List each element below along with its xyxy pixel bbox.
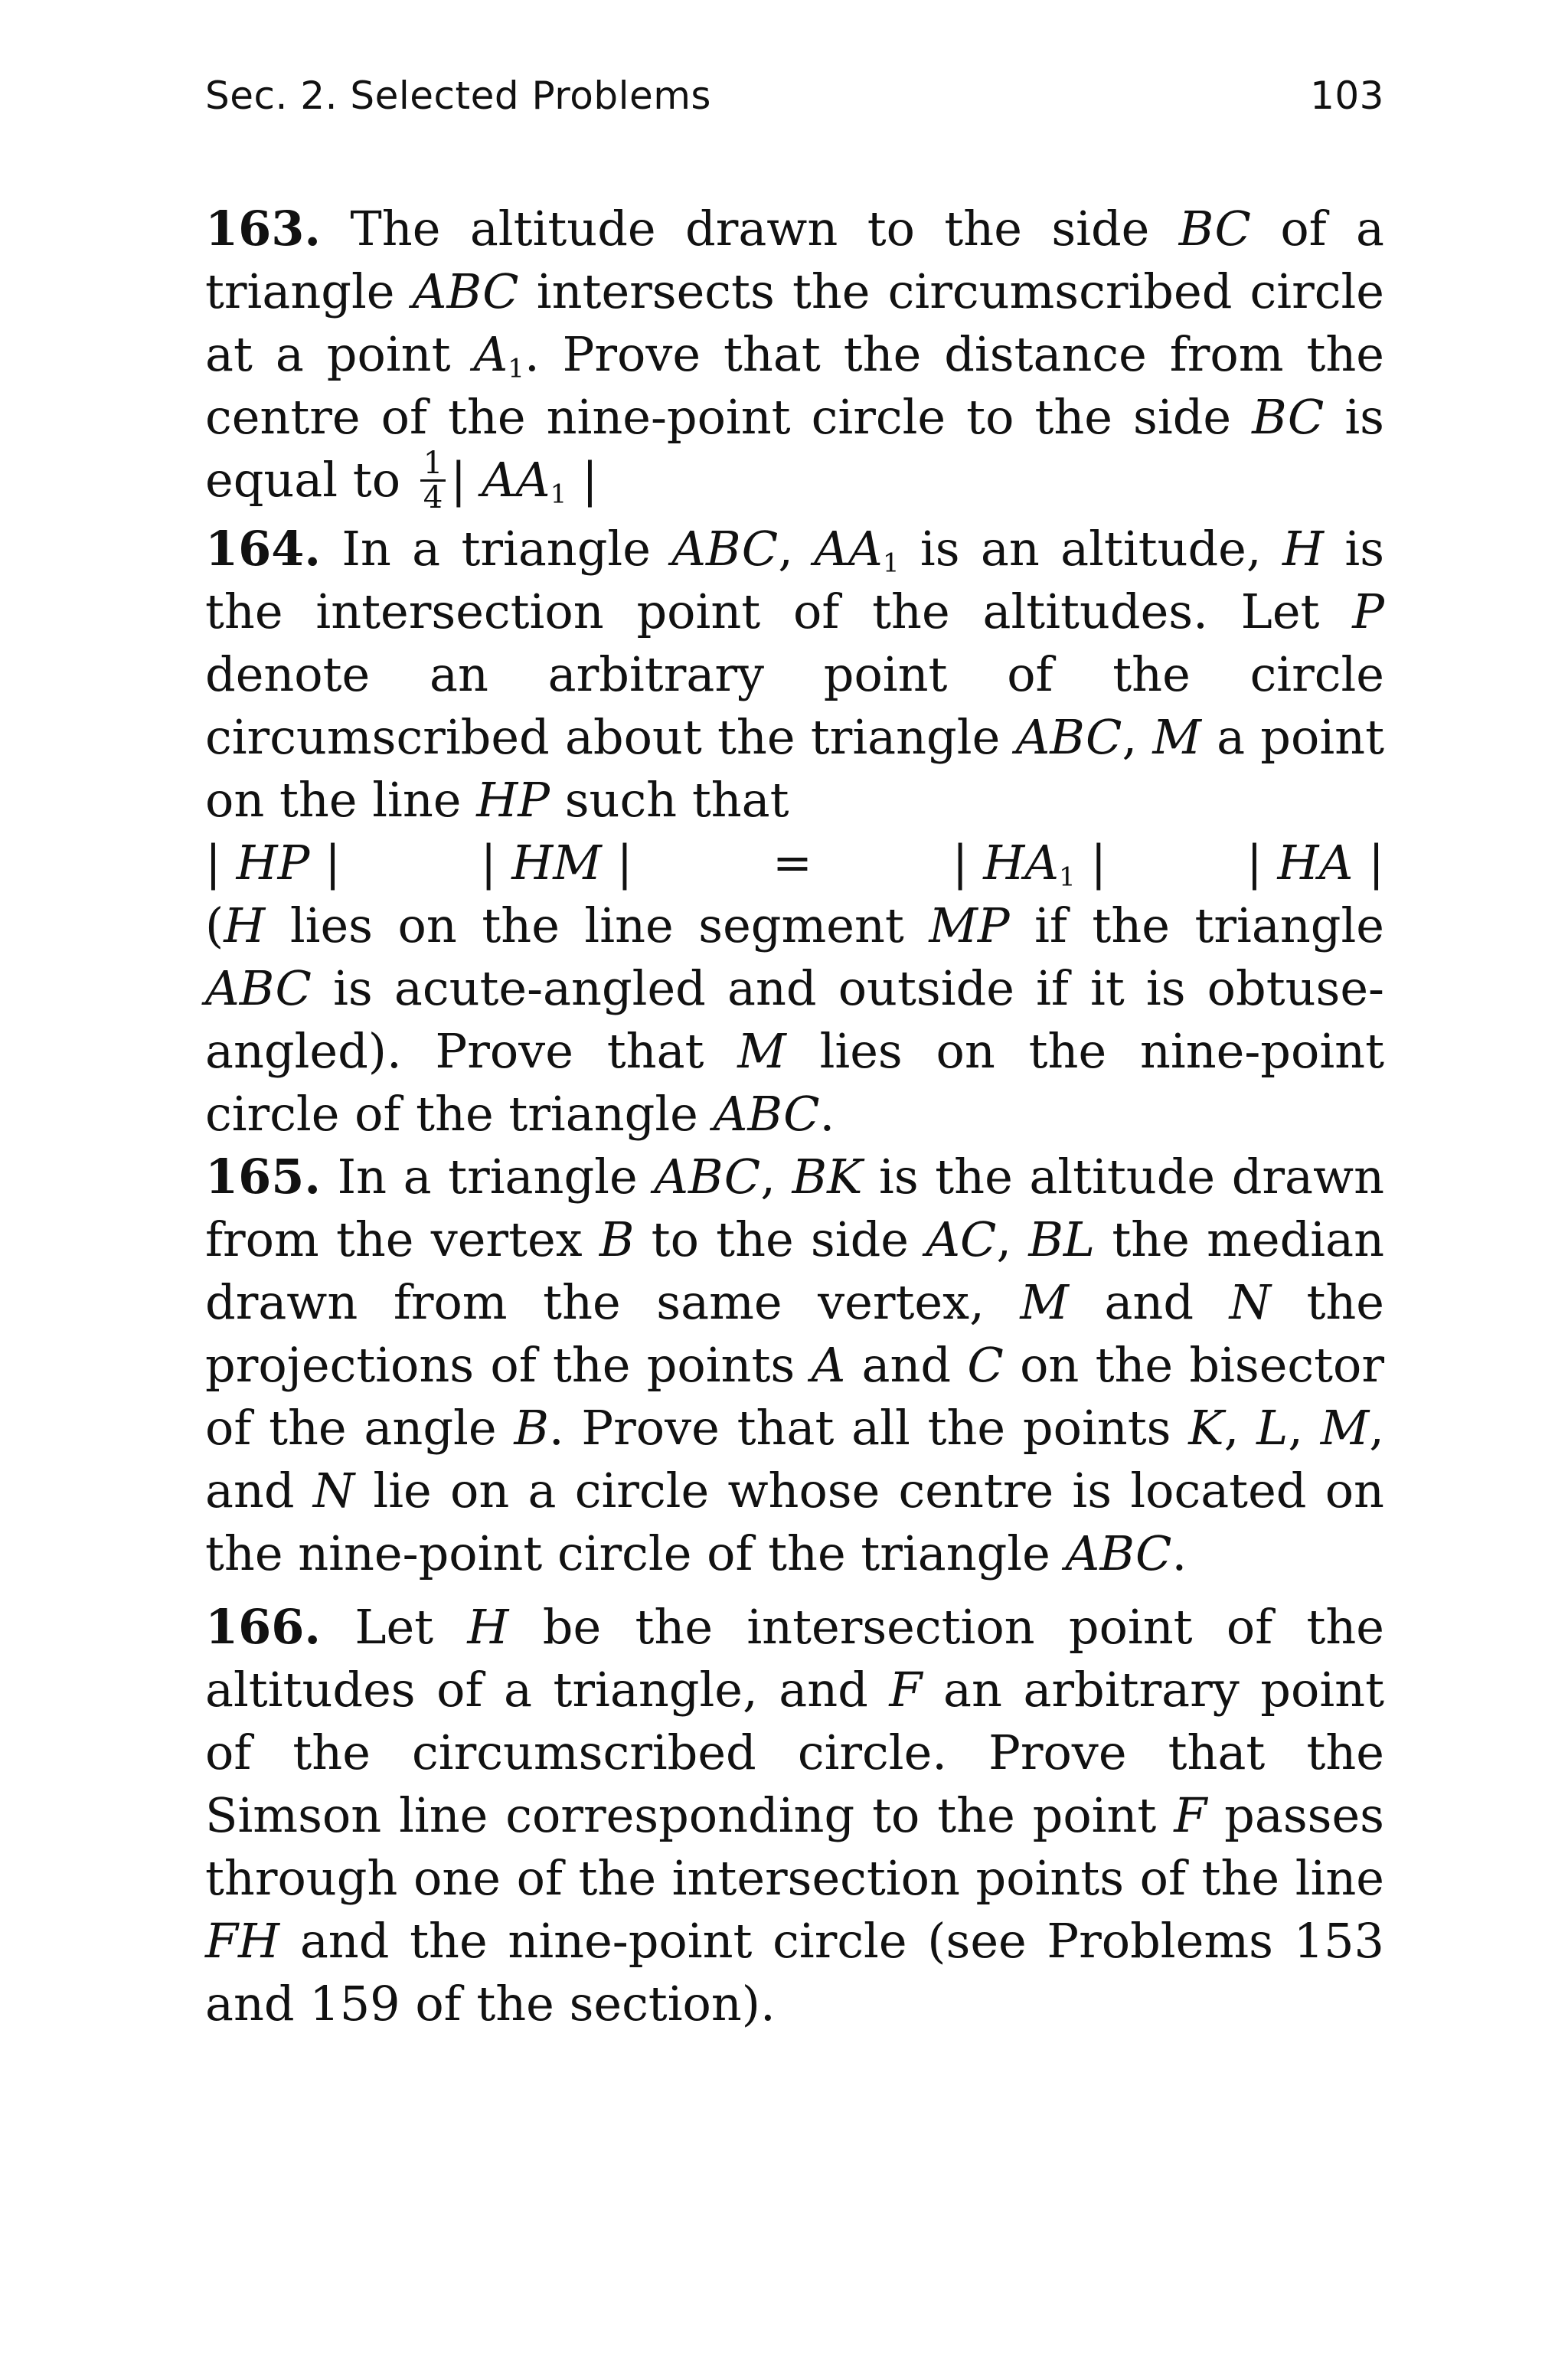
problem-164: 164. In a triangle ABC, $AA_1$ is an altitude, H is the intersection point of the altitudes. Let P denote an arbitrary point of the circle circumscribed about the triangle ABC, M a point on the line HP such that [205, 520, 1385, 828]
problem-164-continued: (H lies on the line segment MP if the triangle ABC is acute-angled and outside if it is obtuse-angled). Prove that M lies on the nine-point circle of the triangle ABC. [205, 897, 1384, 1142]
running-header [205, 74, 1384, 135]
problem-number: 165. [205, 1148, 322, 1205]
abs-ha1: | $HA_1$ | [952, 834, 1107, 893]
book-page [205, 74, 1384, 2035]
problem-number: 163. [205, 201, 322, 257]
abs-hm: | HM | [480, 834, 633, 891]
equals-sign: = [773, 834, 812, 891]
problem-number: 164. [205, 520, 322, 577]
problem-163: 163. The altitude drawn to the side BC of a triangle ABC intersects the circumscribed circle at a point $A_1$. Prove that the distance from the centre of the nine-point circle to the side BC is equal to $\frac{1}{4}$ | $AA_1$ | [205, 201, 1385, 516]
abs-hp: | HP | [205, 834, 341, 891]
problem-text [205, 198, 1384, 2035]
fraction-one-quarter: $\frac{1}{4}$ [420, 447, 446, 515]
equation-line [205, 832, 1384, 894]
problem-165: 165. In a triangle ABC, BK is the altitude drawn from the vertex B to the side AC, BL the median drawn from the same vertex, M and N the projections of the points A and C on the bisector of the angle B. Prove that all the points K, L, M, and N lie on a circle whose centre is located on the nine-point circle of the triangle ABC. [205, 1148, 1385, 1581]
abs-ha: | HA | [1246, 834, 1384, 891]
problem-166: 166. Let H be the intersection point of the altitudes of a triangle, and F an arbitrary point of the circumscribed circle. Prove that the Simson line corresponding to the point F passes through one of the intersection points of the line FH and the nine-point circle (see Problems 153 and 159 of the section). [205, 1598, 1385, 2032]
section-title: Sec. 2. Selected Problems [205, 74, 711, 118]
page-number: 103 [1310, 74, 1384, 118]
problem-number: 166. [205, 1598, 322, 1655]
